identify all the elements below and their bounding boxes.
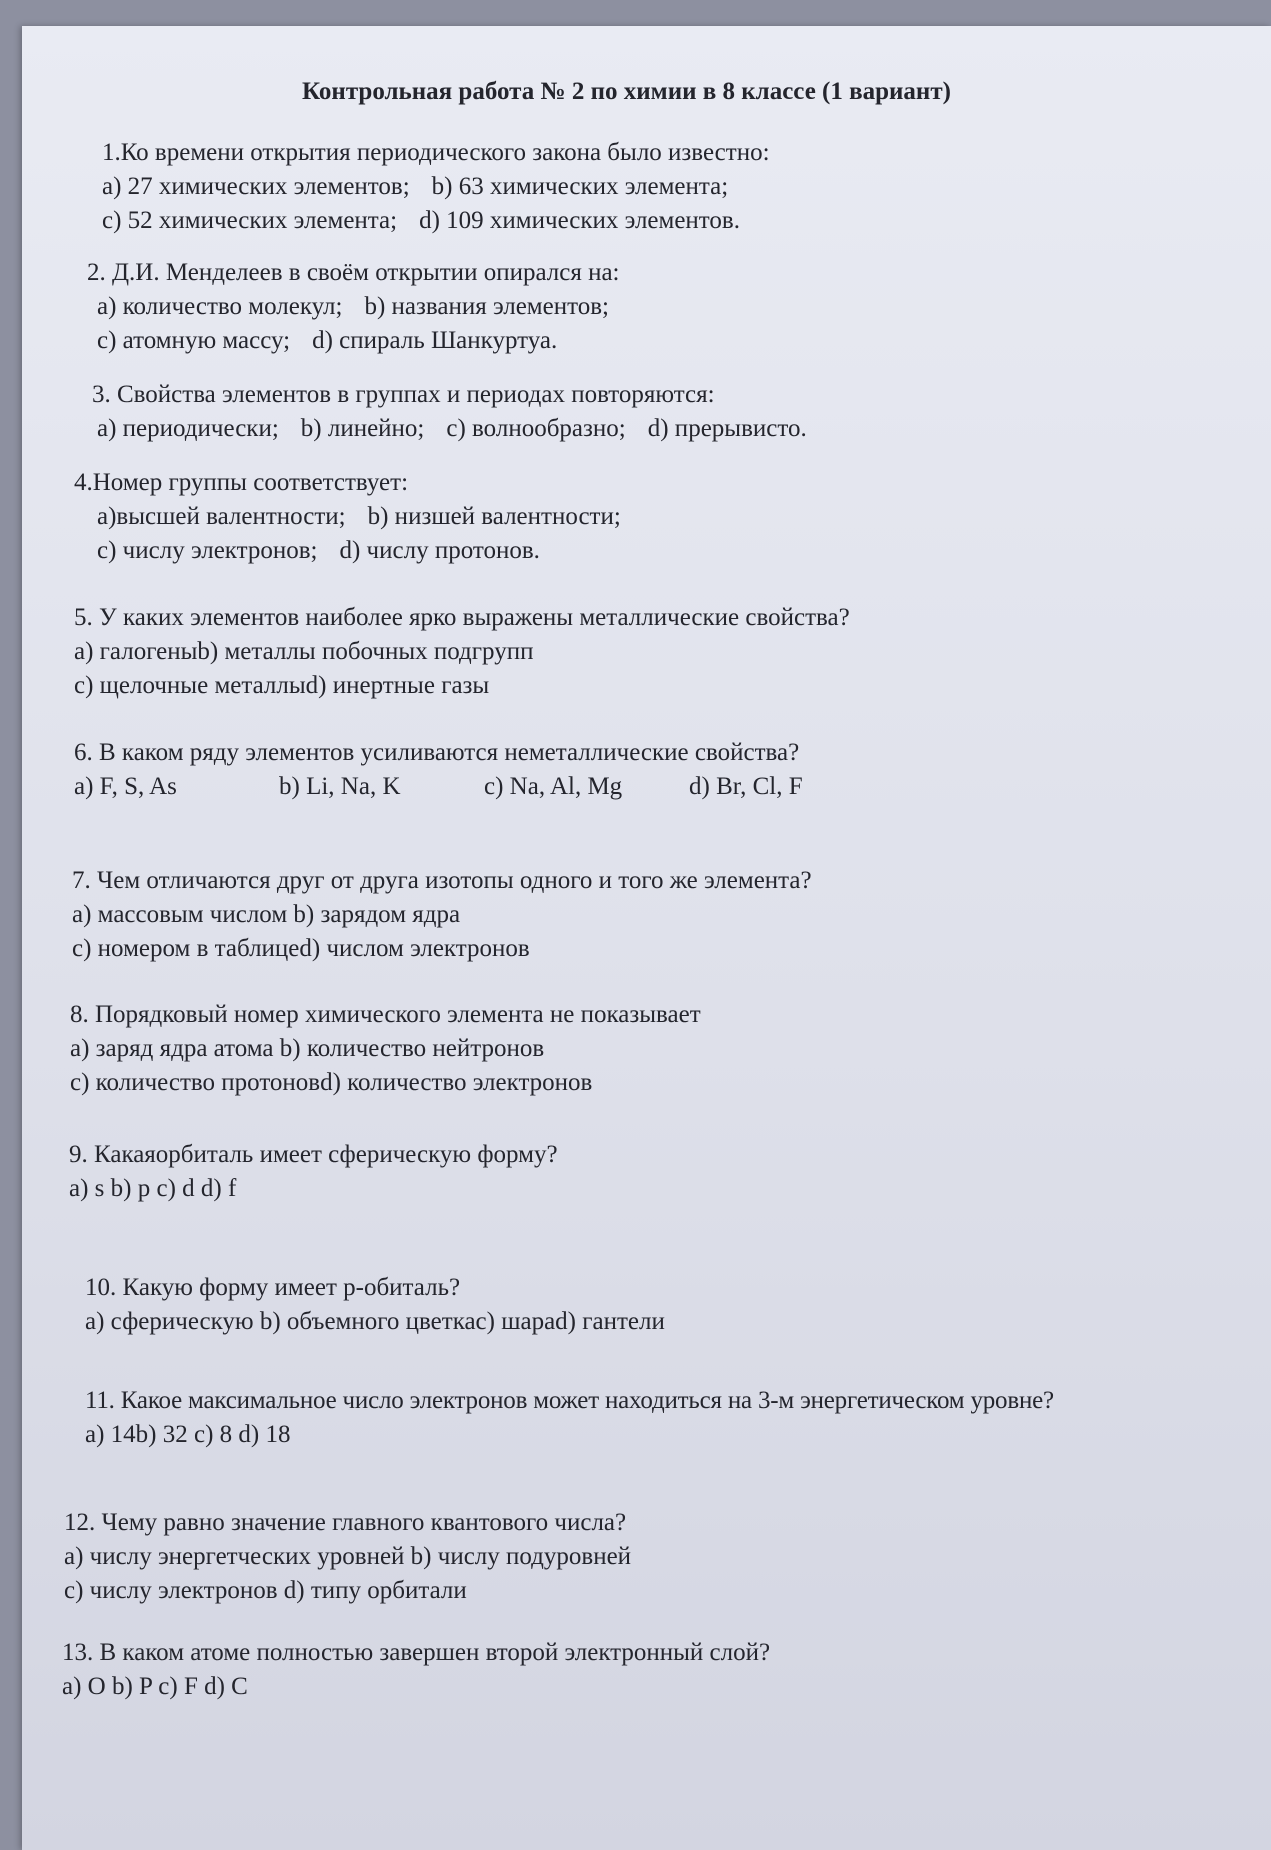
question-8 [70, 998, 701, 1100]
answer-option: c) числу электронов; [97, 537, 318, 564]
question-text: 11. Какое максимальное число электронов может находиться на 3-м энергетическом уровне? [85, 1387, 1054, 1414]
answer-row [64, 1574, 631, 1608]
answer-row [74, 770, 894, 804]
question-11 [85, 1384, 1054, 1452]
answer-option: b) 63 химических элемента; [431, 173, 729, 200]
question-text: 13. В каком атоме полностью завершен второй электронный слой? [62, 1639, 771, 1666]
question-text: 4.Номер группы соответствует: [74, 469, 409, 496]
answer-row [74, 669, 850, 703]
question-text: 9. Какаяорбиталь имеет сферическую форму? [69, 1141, 558, 1168]
answer-row [69, 1172, 558, 1206]
question-text: 6. В каком ряду элементов усиливаются неметаллические свойства? [74, 739, 800, 766]
question-13 [62, 1636, 770, 1704]
answer-row [102, 170, 770, 204]
question-2 [87, 256, 620, 358]
question-10 [85, 1271, 665, 1339]
answer-option: d) Br, Cl, F [689, 773, 803, 800]
page-title: Контрольная работа № 2 по химии в 8 классе (1 вариант) [302, 78, 951, 105]
question-text: 3. Свойства элементов в группах и периодах повторяются: [92, 381, 715, 408]
question-7 [72, 864, 812, 966]
answer-option: c) количество протоновd) количество электронов [70, 1069, 593, 1096]
answer-option: d) спираль Шанкуртуа. [312, 327, 558, 354]
answer-option: c) Na, Al, Mg [484, 773, 623, 800]
answer-option: b) названия элементов; [364, 293, 609, 320]
test-sheet [22, 26, 1271, 1850]
answer-option: d) числу протонов. [339, 537, 540, 564]
answer-option: c) атомную массу; [97, 327, 291, 354]
answer-option: b) линейно; [300, 415, 425, 442]
question-text: 5. У каких элементов наиболее ярко выражены металлические свойства? [74, 604, 850, 631]
answer-row [92, 412, 807, 446]
question-text: 1.Ко времени открытия периодического закона было известно: [102, 139, 770, 166]
question-1 [102, 136, 770, 238]
question-text: 2. Д.И. Менделеев в своём открытии опирался на: [87, 259, 620, 286]
answer-row [74, 635, 850, 669]
answer-option: c) 52 химических элемента; [102, 207, 398, 234]
answer-option: a) периодически; [97, 415, 279, 442]
question-4 [74, 466, 621, 568]
answer-option: b) низшей валентности; [367, 503, 621, 530]
answer-option: a) галогеныb) металлы побочных подгрупп [74, 638, 534, 665]
answer-option: a) F, S, As [74, 773, 177, 800]
answer-option: a)высшей валентности; [97, 503, 346, 530]
answer-row [85, 1305, 665, 1339]
answer-option: a) s b) p c) d d) f [69, 1175, 237, 1202]
answer-option: a) 14b) 32 c) 8 d) 18 [85, 1421, 291, 1448]
question-text: 12. Чему равно значение главного квантового числа? [64, 1509, 627, 1536]
answer-option: c) номером в таблицеd) числом электронов [72, 935, 530, 962]
question-text: 10. Какую форму имеет р-обиталь? [85, 1274, 461, 1301]
question-6 [74, 736, 894, 804]
answer-row [72, 898, 812, 932]
answer-row [64, 1540, 631, 1574]
answer-row [72, 932, 812, 966]
question-text: 8. Порядковый номер химического элемента не показывает [70, 1001, 701, 1028]
answer-row [62, 1670, 770, 1704]
answer-row [87, 290, 620, 324]
answer-option: c) числу электронов d) типу орбитали [64, 1577, 467, 1604]
answer-row [85, 1418, 1054, 1452]
answer-option: a) количество молекул; [97, 293, 343, 320]
question-5 [74, 601, 850, 703]
answer-row [74, 534, 621, 568]
answer-row [102, 204, 770, 238]
answer-option: b) Li, Na, K [279, 773, 401, 800]
answer-row [70, 1032, 701, 1066]
answer-option: a) числу энергетческих уровней b) числу подуровней [64, 1543, 632, 1570]
answer-option: d) прерывисто. [647, 415, 807, 442]
answer-row [74, 500, 621, 534]
question-3 [92, 378, 807, 446]
answer-option: d) 109 химических элементов. [419, 207, 740, 234]
answer-option: c) волнообразно; [446, 415, 626, 442]
question-12 [64, 1506, 631, 1608]
answer-option: a) сферическую b) объемного цветкаc) шарad) гантели [85, 1308, 665, 1335]
answer-row [87, 324, 620, 358]
question-text: 7. Чем отличаются друг от друга изотопы одного и того же элемента? [72, 867, 812, 894]
answer-row [70, 1066, 701, 1100]
answer-option: c) щелочные металлыd) инертные газы [74, 672, 490, 699]
answer-option: a) массовым числом b) зарядом ядра [72, 901, 461, 928]
answer-option: a) заряд ядра атома b) количество нейтронов [70, 1035, 545, 1062]
question-9 [69, 1138, 558, 1206]
answer-option: a) 27 химических элементов; [102, 173, 410, 200]
answer-option: a) O b) P c) F d) C [62, 1673, 248, 1700]
